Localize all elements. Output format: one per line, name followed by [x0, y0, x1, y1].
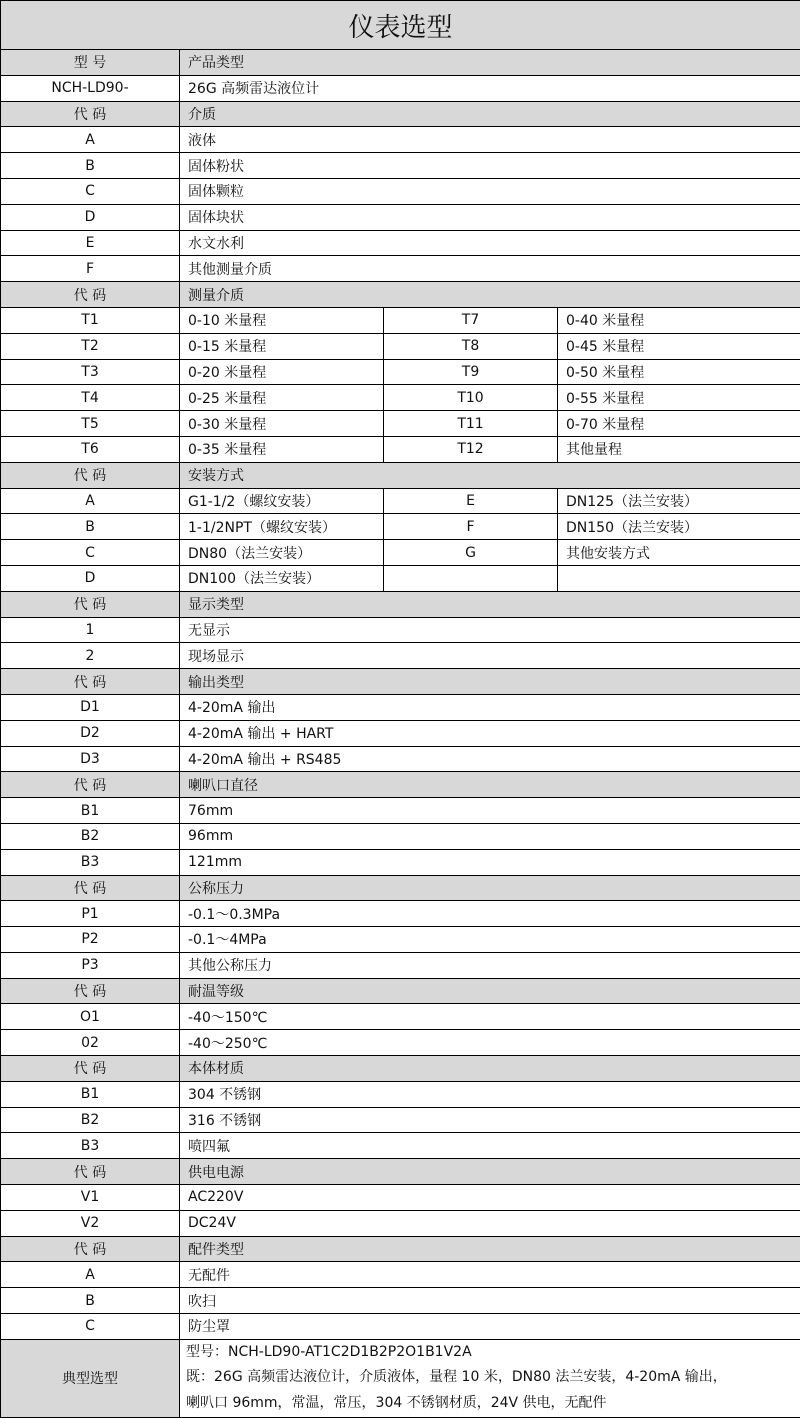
example-line3: 喇叭口 96mm，常温，常压，304 不锈钢材质，24V 供电，无配件: [186, 1391, 794, 1417]
option-value: 4-20mA 输出 + HART: [180, 720, 800, 746]
option-value: 固体块状: [180, 204, 800, 230]
option-code: D1: [1, 694, 180, 720]
section-title-power: 供电电源: [180, 1159, 800, 1185]
option-code: A: [1, 1262, 180, 1288]
section-header-pressure: [1, 875, 800, 901]
section-header-power: [1, 1159, 800, 1185]
option-value: 固体颗粒: [180, 178, 800, 204]
option-value: 无显示: [180, 617, 800, 643]
code-label: 代 码: [1, 282, 180, 308]
option-code: 02: [1, 1030, 180, 1056]
option-value: -40～250℃: [180, 1030, 800, 1056]
option-code: C: [1, 540, 180, 566]
table-row: [1, 307, 800, 333]
option-code: T11: [384, 411, 558, 437]
option-code: A: [1, 488, 180, 514]
option-code: D2: [1, 720, 180, 746]
example-line1: 型号：NCH-LD90-AT1C2D1B2P2O1B1V2A: [186, 1340, 794, 1366]
option-value: 水文水利: [180, 230, 800, 256]
option-code: G: [384, 540, 558, 566]
option-value: 0-45 米量程: [558, 333, 800, 359]
table-row: [1, 798, 800, 824]
option-code: F: [1, 256, 180, 282]
code-label: 代 码: [1, 591, 180, 617]
option-code: B: [1, 1288, 180, 1314]
code-label: 代 码: [1, 669, 180, 695]
table-row: [1, 1004, 800, 1030]
table-row: [1, 127, 800, 153]
table-row: [1, 617, 800, 643]
code-label: 代 码: [1, 101, 180, 127]
option-code: P2: [1, 927, 180, 953]
code-label: 代 码: [1, 1236, 180, 1262]
option-code: P1: [1, 901, 180, 927]
option-value: 76mm: [180, 798, 800, 824]
table-row: [1, 1081, 800, 1107]
option-value: 0-30 米量程: [180, 411, 384, 437]
example-body: [180, 1339, 800, 1417]
option-value: G1-1/2（螺纹安装）: [180, 488, 384, 514]
option-value: 121mm: [180, 849, 800, 875]
table-row: [1, 849, 800, 875]
option-value: 0-70 米量程: [558, 411, 800, 437]
option-value: 304 不锈钢: [180, 1081, 800, 1107]
table-row: [1, 694, 800, 720]
section-title-horn: 喇叭口直径: [180, 772, 800, 798]
section-header-temperature: [1, 978, 800, 1004]
model-type: 26G 高频雷达液位计: [180, 75, 800, 101]
section-header-display: [1, 591, 800, 617]
option-value: 固体粉状: [180, 153, 800, 179]
option-code: E: [1, 230, 180, 256]
table-row: [1, 153, 800, 179]
option-code: B1: [1, 1081, 180, 1107]
option-value: DN150（法兰安装）: [558, 514, 800, 540]
option-code: B2: [1, 823, 180, 849]
table-row: [1, 901, 800, 927]
option-value: 4-20mA 输出: [180, 694, 800, 720]
option-value: 其他量程: [558, 436, 800, 462]
option-code: 1: [1, 617, 180, 643]
option-value: 0-25 米量程: [180, 385, 384, 411]
option-code: T10: [384, 385, 558, 411]
section-title-accessory: 配件类型: [180, 1236, 800, 1262]
example-line2: 既：26G 高频雷达液位计，介质液体，量程 10 米，DN80 法兰安装，4-20mA 输出，: [186, 1365, 794, 1391]
option-value: 喷四氟: [180, 1133, 800, 1159]
table-row: [1, 565, 800, 591]
option-code: B: [1, 514, 180, 540]
option-code: O1: [1, 1004, 180, 1030]
option-code: T7: [384, 307, 558, 333]
option-value: 0-50 米量程: [558, 359, 800, 385]
table-row: [1, 746, 800, 772]
option-value: 吹扫: [180, 1288, 800, 1314]
option-value: 0-15 米量程: [180, 333, 384, 359]
option-value: 0-35 米量程: [180, 436, 384, 462]
option-code: D3: [1, 746, 180, 772]
model-header-row: [1, 50, 800, 76]
example-row: [1, 1339, 800, 1417]
option-value: -0.1～4MPa: [180, 927, 800, 953]
option-code: T8: [384, 333, 558, 359]
section-header-material: [1, 1056, 800, 1082]
table-row: [1, 823, 800, 849]
option-value: 316 不锈钢: [180, 1107, 800, 1133]
table-row: [1, 1262, 800, 1288]
option-value: 防尘罩: [180, 1314, 800, 1340]
table-row: [1, 1314, 800, 1340]
code-label: 代 码: [1, 1056, 180, 1082]
option-code: B: [1, 153, 180, 179]
option-value: 其他公称压力: [180, 952, 800, 978]
option-code: T4: [1, 385, 180, 411]
option-code: T1: [1, 307, 180, 333]
section-title-temperature: 耐温等级: [180, 978, 800, 1004]
section-header-horn: [1, 772, 800, 798]
table-row: [1, 952, 800, 978]
option-code: E: [384, 488, 558, 514]
option-code: V1: [1, 1185, 180, 1211]
option-value: AC220V: [180, 1185, 800, 1211]
section-title-install: 安装方式: [180, 462, 800, 488]
table-row: [1, 204, 800, 230]
table-row: [1, 333, 800, 359]
code-label: 代 码: [1, 772, 180, 798]
table-row: [1, 1185, 800, 1211]
option-code: B3: [1, 1133, 180, 1159]
table-row: [1, 1210, 800, 1236]
option-value: 0-20 米量程: [180, 359, 384, 385]
table-row: [1, 927, 800, 953]
option-value: -0.1～0.3MPa: [180, 901, 800, 927]
option-code: C: [1, 1314, 180, 1340]
table-row: [1, 720, 800, 746]
table-row: [1, 514, 800, 540]
table-row: [1, 436, 800, 462]
table-row: [1, 488, 800, 514]
option-value: DN100（法兰安装）: [180, 565, 384, 591]
table-row: [1, 1107, 800, 1133]
section-title-material: 本体材质: [180, 1056, 800, 1082]
option-code: T6: [1, 436, 180, 462]
option-code: A: [1, 127, 180, 153]
option-code: F: [384, 514, 558, 540]
table-row: [1, 385, 800, 411]
option-code: T12: [384, 436, 558, 462]
model-code: NCH-LD90-: [1, 75, 180, 101]
option-value: 0-10 米量程: [180, 307, 384, 333]
option-value: 无配件: [180, 1262, 800, 1288]
table-row: [1, 256, 800, 282]
section-header-accessory: [1, 1236, 800, 1262]
page-title: 仪表选型: [1, 1, 800, 50]
option-value: [558, 565, 800, 591]
section-title-pressure: 公称压力: [180, 875, 800, 901]
option-value: DN80（法兰安装）: [180, 540, 384, 566]
option-value: 4-20mA 输出 + RS485: [180, 746, 800, 772]
title-row: [1, 1, 800, 50]
option-value: 0-55 米量程: [558, 385, 800, 411]
option-code: B2: [1, 1107, 180, 1133]
model-header-code: 型 号: [1, 50, 180, 76]
option-value: 1-1/2NPT（螺纹安装）: [180, 514, 384, 540]
option-value: DN125（法兰安装）: [558, 488, 800, 514]
table-row: [1, 230, 800, 256]
section-title-display: 显示类型: [180, 591, 800, 617]
code-label: 代 码: [1, 978, 180, 1004]
table-row: [1, 359, 800, 385]
option-code: [384, 565, 558, 591]
table-row: [1, 1030, 800, 1056]
code-label: 代 码: [1, 462, 180, 488]
option-code: 2: [1, 643, 180, 669]
table-row: [1, 540, 800, 566]
option-code: B1: [1, 798, 180, 824]
section-header-output: [1, 669, 800, 695]
option-code: T9: [384, 359, 558, 385]
table-row: [1, 411, 800, 437]
option-value: 其他测量介质: [180, 256, 800, 282]
option-code: P3: [1, 952, 180, 978]
section-header-medium: [1, 101, 800, 127]
option-value: DC24V: [180, 1210, 800, 1236]
option-code: T5: [1, 411, 180, 437]
option-code: V2: [1, 1210, 180, 1236]
option-value: 0-40 米量程: [558, 307, 800, 333]
table-row: [1, 178, 800, 204]
code-label: 代 码: [1, 1159, 180, 1185]
section-header-install: [1, 462, 800, 488]
option-value: -40～150℃: [180, 1004, 800, 1030]
option-code: D: [1, 204, 180, 230]
section-title-range: 测量介质: [180, 282, 800, 308]
code-label: 代 码: [1, 875, 180, 901]
section-header-range: [1, 282, 800, 308]
option-value: 现场显示: [180, 643, 800, 669]
model-header-type: 产品类型: [180, 50, 800, 76]
table-row: [1, 643, 800, 669]
option-value: 96mm: [180, 823, 800, 849]
section-title-output: 输出类型: [180, 669, 800, 695]
option-code: T2: [1, 333, 180, 359]
option-code: T3: [1, 359, 180, 385]
option-value: 其他安装方式: [558, 540, 800, 566]
table-row: [1, 1133, 800, 1159]
section-title-medium: 介质: [180, 101, 800, 127]
option-code: C: [1, 178, 180, 204]
option-code: D: [1, 565, 180, 591]
example-label: 典型选型: [1, 1339, 180, 1417]
option-code: B3: [1, 849, 180, 875]
option-value: 液体: [180, 127, 800, 153]
table-row: [1, 1288, 800, 1314]
model-row: [1, 75, 800, 101]
